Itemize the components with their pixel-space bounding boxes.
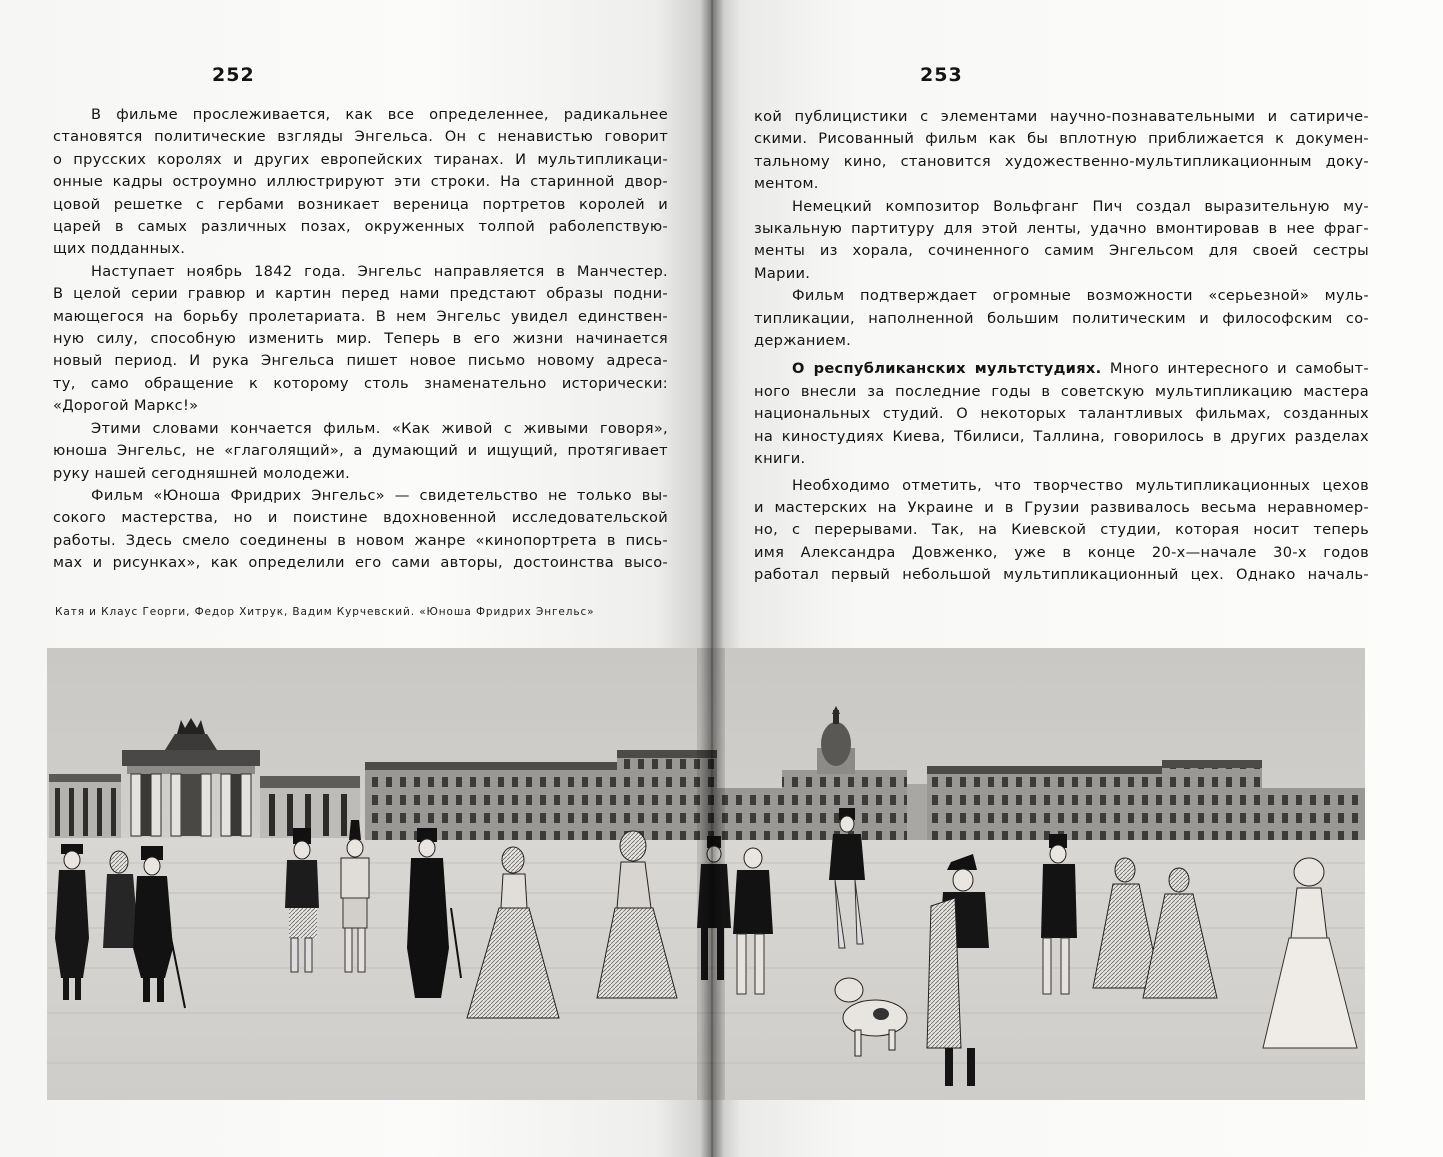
text-line: Марии. bbox=[754, 264, 811, 282]
left-text-column bbox=[53, 104, 668, 575]
text-line: зыкальную партитуру для этой ленты, удачно вмонтировав в нее фраг- bbox=[754, 220, 1369, 238]
text-line: В целой серии гравюр и картин перед нами предстают образы подни- bbox=[53, 285, 668, 303]
text-line: щих подданных. bbox=[53, 240, 186, 258]
right-text-column bbox=[754, 106, 1369, 587]
text-line: ную силу, способную изменить мир. Теперь в его жизни начинается bbox=[53, 330, 668, 348]
text-line: держанием. bbox=[754, 332, 852, 350]
text-line: но, с перерывами. Так, на Киевской студии, которая носит теперь bbox=[754, 521, 1369, 539]
text-line: типликации, наполненной большим политическим и философским со- bbox=[754, 309, 1369, 327]
text-line: руку нашей сегодняшней молодежи. bbox=[53, 464, 351, 482]
section-lead-text: Много интересного и самобыт- bbox=[1101, 360, 1369, 378]
text-line: юноша Энгельс, не «глаголящий», а думающий и ищущий, протягивает bbox=[53, 442, 668, 460]
palace-facade-left bbox=[365, 768, 617, 840]
pavilion-building bbox=[49, 774, 121, 838]
text-line: ментом. bbox=[754, 175, 819, 193]
page-number-left: 252 bbox=[212, 64, 255, 86]
text-line: «Дорогой Маркс!» bbox=[53, 397, 199, 415]
text-line: скими. Рисованный фильм как бы вплотную приближается к докумен- bbox=[754, 130, 1369, 148]
text-line: работы. Здесь смело соединены в новом жанре «кинопортрета в пись- bbox=[53, 531, 668, 549]
text-line bbox=[754, 358, 1369, 380]
text-line: ту, само обращение к которому столь знаменательно исторически: bbox=[53, 374, 668, 392]
figure-caption: Катя и Клаус Георги, Федор Хитрук, Вадим Курчевский. «Юноша Фридрих Энгельс» bbox=[55, 606, 595, 618]
text-line: книги. bbox=[754, 450, 806, 468]
text-line: кой публицистики с элементами научно-познавательными и сатириче- bbox=[754, 108, 1369, 125]
text-line: В фильме прослеживается, как все определеннее, радикальнее bbox=[91, 106, 668, 123]
text-line: национальных студий. О некоторых талантливых фильмах, созданных bbox=[754, 405, 1369, 423]
paragraph bbox=[754, 358, 1369, 380]
text-line: Наступает ноябрь 1842 года. Энгельс направляется в Манчестер. bbox=[91, 262, 668, 280]
text-line: Необходимо отметить, что творчество мультипликационных цехов bbox=[792, 476, 1369, 494]
text-line: ного внесли за последние годы в советскую мультипликацию мастера bbox=[754, 382, 1369, 400]
paragraph bbox=[53, 261, 668, 283]
text-line: Фильм подтверждает огромные возможности «серьезной» муль- bbox=[792, 287, 1369, 305]
text-line: новый период. И рука Энгельса пишет новое письмо новому адреса- bbox=[53, 352, 668, 370]
section-heading: О республиканских мультстудиях. bbox=[792, 360, 1102, 378]
page-number-right: 253 bbox=[920, 64, 963, 86]
paragraph bbox=[754, 196, 1369, 218]
text-line: мающегося на борьбу пролетариата. В нем Энгельс увидел единствен- bbox=[53, 307, 668, 325]
paragraph bbox=[754, 475, 1369, 497]
paragraph bbox=[53, 485, 668, 507]
text-line: царей в самых различных позах, окруженных толпой раболепствую- bbox=[53, 218, 668, 236]
text-line: и мастерских на Украине и в Грузии развивалось весьма неравномер- bbox=[754, 498, 1369, 516]
text-line: Фильм «Юноша Фридрих Энгельс» — свидетельство не только вы- bbox=[91, 486, 668, 504]
text-line: становятся политические взгляды Энгельса. Он с ненавистью говорит bbox=[53, 128, 668, 146]
palace-end-block bbox=[1162, 766, 1262, 840]
text-line: мах и рисунках», как определили его сами авторы, достоинства высо- bbox=[53, 554, 668, 572]
text-line: менты из хорала, сочиненного самим Энгельсом для своей сестры bbox=[754, 242, 1369, 260]
text-line: Этими словами кончается фильм. «Как живой с живыми говоря», bbox=[91, 419, 668, 437]
text-line: работал первый небольшой мультипликационный цех. Однако началь- bbox=[754, 566, 1369, 584]
text-line: на киностудиях Киева, Тбилиси, Таллина, говорилось в других разделах bbox=[754, 427, 1369, 445]
far-facade bbox=[1262, 788, 1365, 840]
palace-facade-right bbox=[927, 772, 1162, 840]
paragraph bbox=[754, 285, 1369, 307]
text-line: онные кадры остроумно иллюстрируют эти строки. На старинной двор- bbox=[53, 173, 668, 191]
text-line: тальному кино, становится художественно-мультипликационным доку- bbox=[754, 152, 1369, 170]
text-line: о прусских королях и других европейских тиранах. И мультипликаци- bbox=[53, 150, 668, 168]
book-gutter-shadow bbox=[700, 0, 724, 1157]
text-line: сокого мастерства, но и поистине вдохновенной исследовательской bbox=[53, 509, 668, 527]
text-line: цовой решетке с гербами возникает вереница портретов королей и bbox=[53, 195, 668, 213]
paragraph bbox=[53, 104, 668, 126]
text-line: Немецкий композитор Вольфганг Пич создал выразительную му- bbox=[792, 197, 1369, 215]
paragraph bbox=[53, 418, 668, 440]
text-line: имя Александра Довженко, уже в конце 20-х—начале 30-х годов bbox=[754, 543, 1369, 561]
